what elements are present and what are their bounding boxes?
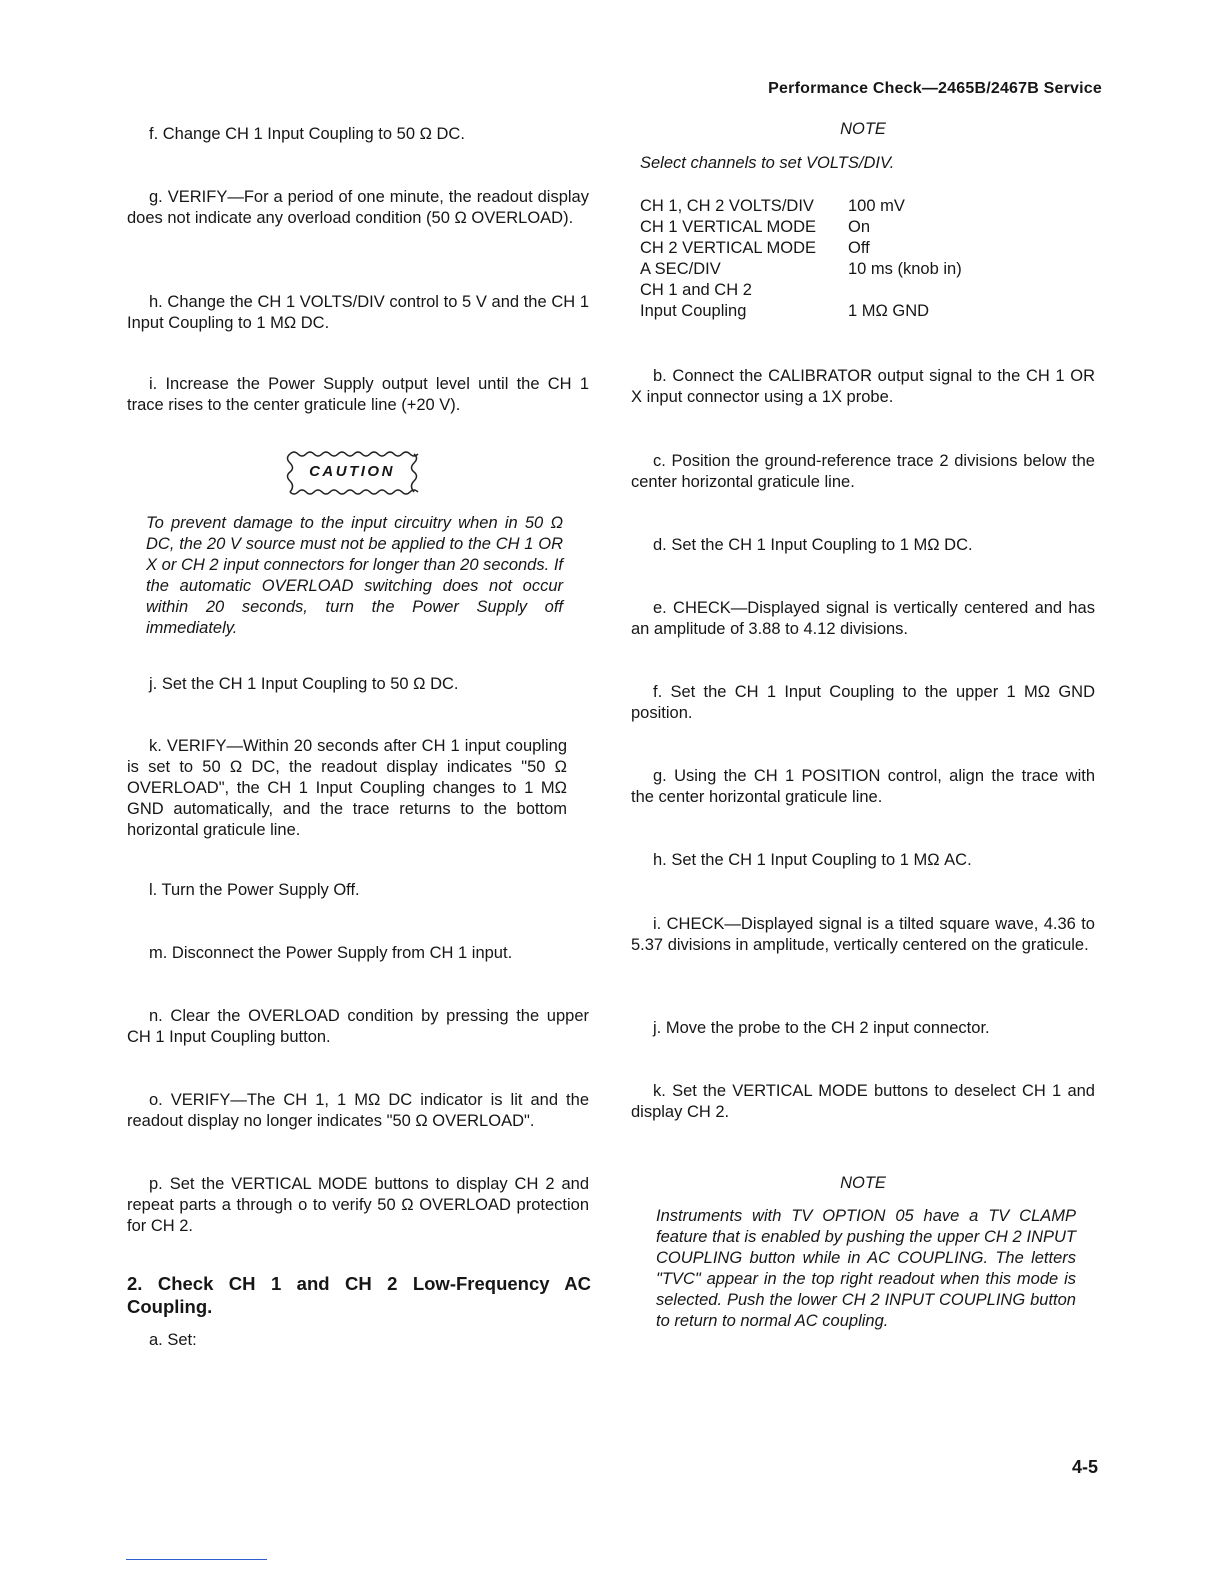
step-left-k-text: k. VERIFY—Within 20 seconds after CH 1 input coupling is set to 50 Ω DC, the readout display indicates "50 Ω OVERLOAD", the CH 1 Input Coupling changes to 1 MΩ GND automatically, and the trace returns to the bottom horizontal graticule line.: [127, 737, 567, 839]
setting-value: 1 MΩ GND: [848, 302, 930, 320]
settings-row: [640, 301, 1000, 322]
step-left-g-text: g. VERIFY—For a period of one minute, the readout display does not indicate any overload condition (50 Ω OVERLOAD).: [127, 188, 589, 227]
note-1-title: NOTE: [840, 120, 886, 138]
step-left-a-text: a. Set:: [149, 1331, 197, 1349]
step-left-h-text: h. Change the CH 1 VOLTS/DIV control to 5 V and the CH 1 Input Coupling to 1 MΩ DC.: [127, 293, 589, 332]
step-left-n-text: n. Clear the OVERLOAD condition by pressing the upper CH 1 Input Coupling button.: [127, 1007, 589, 1046]
setting-value: 10 ms (knob in): [848, 260, 962, 278]
step-right-c: [631, 451, 1095, 493]
step-right-i: [631, 914, 1095, 956]
step-left-n: [127, 1006, 589, 1048]
step-right-f-text: f. Set the CH 1 Input Coupling to the upper 1 MΩ GND position.: [631, 683, 1095, 722]
setting-key: CH 2 VERTICAL MODE: [640, 239, 817, 257]
footer-rule: [126, 1559, 267, 1560]
note-2-text: Instruments with TV OPTION 05 have a TV CLAMP feature that is enabled by pushing the upper CH 2 INPUT COUPLING button while in AC COUPLING. The letters "TVC" appear in the top right readout when this mode is selected. Push the lower CH 2 INPUT COUPLING button to return to normal AC coupling.: [656, 1207, 1076, 1330]
step-right-d: [631, 535, 1095, 556]
page-header: Performance Check—2465B/2467B Service: [768, 80, 1102, 97]
step-right-j: [631, 1018, 1095, 1039]
setting-key: Input Coupling: [640, 302, 747, 320]
setting-key: CH 1, CH 2 VOLTS/DIV: [640, 197, 814, 215]
step-right-g-text: g. Using the CH 1 POSITION control, align the trace with the center horizontal graticule line.: [631, 767, 1095, 806]
step-right-e-text: e. CHECK—Displayed signal is vertically centered and has an amplitude of 3.88 to 4.12 divisions.: [631, 599, 1095, 638]
note-1-text: Select channels to set VOLTS/DIV.: [640, 154, 895, 172]
step-right-f: [631, 682, 1095, 724]
step-left-i-text: i. Increase the Power Supply output level until the CH 1 trace rises to the center graticule line (+20 V).: [127, 375, 589, 414]
step-left-f: [127, 124, 589, 145]
step-left-o-text: o. VERIFY—The CH 1, 1 MΩ DC indicator is lit and the readout display no longer indicates "50 Ω OVERLOAD".: [127, 1091, 589, 1130]
step-left-o: [127, 1090, 589, 1132]
step-left-p: [127, 1174, 589, 1237]
step-right-b-text: b. Connect the CALIBRATOR output signal to the CH 1 OR X input connector using a 1X probe.: [631, 367, 1095, 406]
step-right-d-text: d. Set the CH 1 Input Coupling to 1 MΩ DC.: [653, 536, 973, 554]
setting-value: 100 mV: [848, 197, 905, 215]
caution-box: [284, 450, 420, 496]
settings-table: [640, 196, 1000, 322]
settings-row: [640, 238, 1000, 259]
step-right-j-text: j. Move the probe to the CH 2 input connector.: [653, 1019, 990, 1037]
step-left-i: [127, 374, 589, 416]
step-left-a: [127, 1330, 589, 1351]
caution-label: CAUTION: [309, 463, 395, 480]
step-right-g: [631, 766, 1095, 808]
step-right-h-text: h. Set the CH 1 Input Coupling to 1 MΩ AC.: [653, 851, 972, 869]
step-right-c-text: c. Position the ground-reference trace 2 divisions below the center horizontal graticule line.: [631, 452, 1095, 491]
settings-row: [640, 280, 1000, 301]
setting-value: Off: [848, 239, 870, 257]
step-left-l-text: l. Turn the Power Supply Off.: [149, 881, 360, 899]
step-left-m: [127, 943, 589, 964]
step-right-i-text: i. CHECK—Displayed signal is a tilted square wave, 4.36 to 5.37 divisions in amplitude, vertically centered on the graticule.: [631, 915, 1095, 954]
step-right-e: [631, 598, 1095, 640]
section-heading: 2. Check CH 1 and CH 2 Low-Frequency AC Coupling.: [127, 1273, 591, 1317]
step-left-j: [127, 674, 589, 695]
caution-text: To prevent damage to the input circuitry when in 50 Ω DC, the 20 V source must not be applied to the CH 1 OR X or CH 2 input connectors for longer than 20 seconds. If the automatic OVERLOAD switching does not occur within 20 seconds, turn the Power Supply off immediately.: [146, 514, 563, 637]
step-right-h: [631, 850, 1095, 871]
step-left-j-text: j. Set the CH 1 Input Coupling to 50 Ω DC.: [149, 675, 459, 693]
setting-key: A SEC/DIV: [640, 260, 721, 278]
step-left-l: [127, 880, 589, 901]
step-left-m-text: m. Disconnect the Power Supply from CH 1 input.: [149, 944, 513, 962]
step-right-k-text: k. Set the VERTICAL MODE buttons to deselect CH 1 and display CH 2.: [631, 1082, 1095, 1121]
settings-row: [640, 259, 1000, 280]
settings-row: [640, 196, 1000, 217]
step-left-h: [127, 292, 589, 334]
step-left-g: [127, 187, 589, 229]
step-left-p-text: p. Set the VERTICAL MODE buttons to display CH 2 and repeat parts a through o to verify 50 Ω OVERLOAD protection for CH 2.: [127, 1175, 589, 1235]
note-2-title: NOTE: [840, 1174, 886, 1192]
step-right-k: [631, 1081, 1095, 1123]
setting-key: CH 1 and CH 2: [640, 281, 752, 299]
step-left-f-text: f. Change CH 1 Input Coupling to 50 Ω DC.: [149, 125, 465, 143]
page-number: 4-5: [1071, 1457, 1098, 1477]
settings-row: [640, 217, 1000, 238]
step-left-k: [127, 736, 567, 841]
setting-key: CH 1 VERTICAL MODE: [640, 218, 817, 236]
setting-value: On: [848, 218, 871, 236]
step-right-b: [631, 366, 1095, 408]
